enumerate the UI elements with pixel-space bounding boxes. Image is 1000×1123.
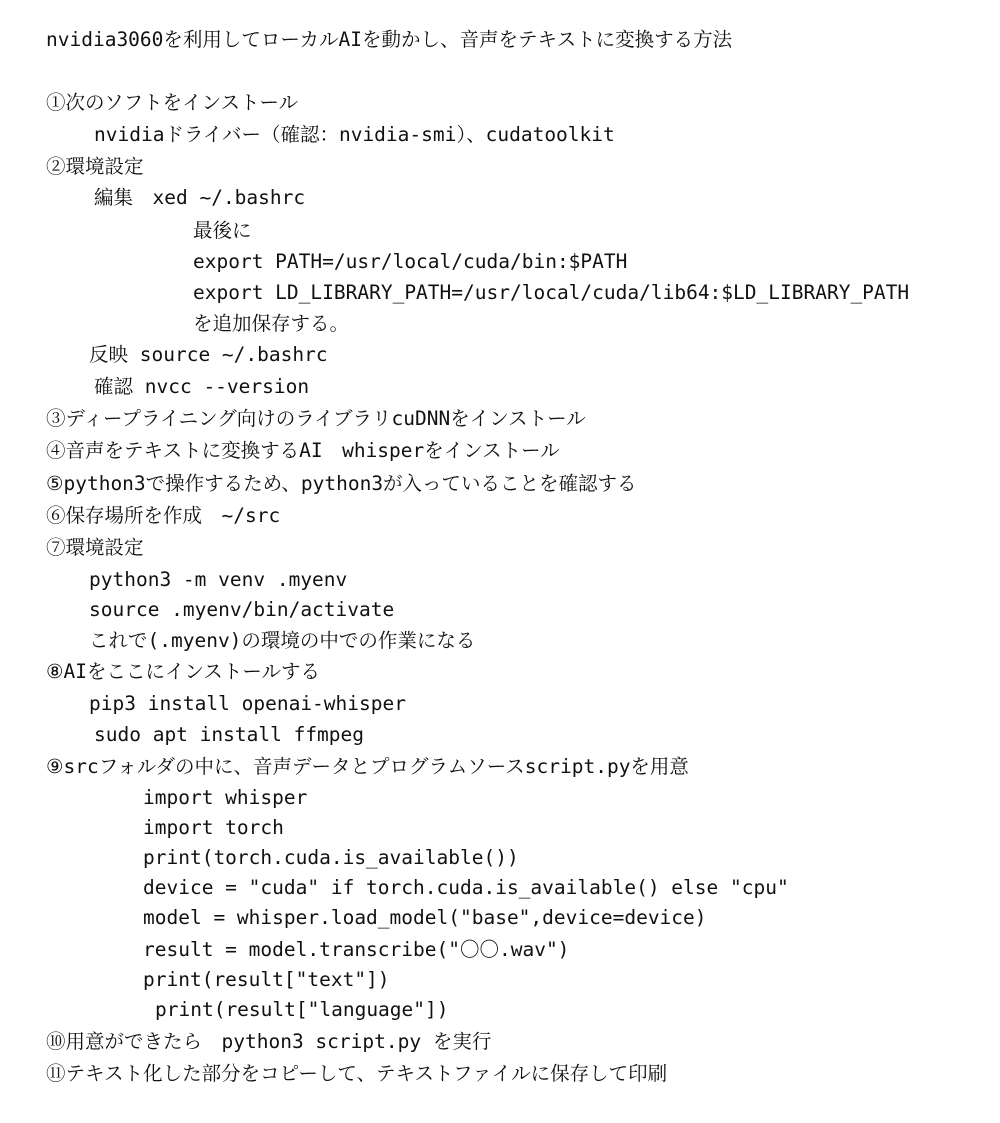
step-2-apply-line: 反映 source ~/.bashrc — [89, 343, 328, 366]
step-3-heading: ③ディープライニング向けのライブラリcuDNNをインストール — [46, 407, 586, 430]
step-7-venv-cmd: python3 -m venv .myenv — [89, 568, 348, 591]
step-8-apt-cmd: sudo apt install ffmpeg — [94, 723, 365, 746]
step-7-heading: ⑦環境設定 — [46, 536, 144, 559]
document-title: nvidia3060を利用してローカルAIを動かし、音声をテキストに変換する方法 — [46, 28, 733, 51]
step-1-heading: ①次のソフトをインストール — [46, 91, 299, 114]
step-11-heading: ⑪テキスト化した部分をコピーして、テキストファイルに保存して印刷 — [46, 1062, 668, 1085]
code-line-3: print(torch.cuda.is_available()) — [143, 846, 519, 869]
step-10-heading: ⑩用意ができたら python3 script.py を実行 — [46, 1030, 492, 1053]
code-line-4: device = "cuda" if torch.cuda.is_available() else "cpu" — [143, 876, 789, 899]
step-2-verify-line: 確認 nvcc --version — [94, 375, 310, 398]
code-line-7: print(result["text"]) — [143, 968, 390, 991]
step-7-note: これで(.myenv)の環境の中での作業になる — [89, 629, 476, 652]
step-4-heading: ④音声をテキストに変換するAI whisperをインストール — [46, 439, 560, 462]
code-line-5: model = whisper.load_model("base",device=device) — [143, 906, 707, 929]
step-5-heading: ⑤python3で操作するため、python3が入っていることを確認する — [46, 472, 637, 495]
code-line-2: import torch — [143, 816, 284, 839]
step-2-note-last: 最後に — [193, 219, 252, 242]
step-6-heading: ⑥保存場所を作成 ~/src — [46, 504, 281, 527]
step-1-detail: nvidiaドライバー（確認：nvidia-smi）、cudatoolkit — [94, 123, 615, 146]
step-8-pip-cmd: pip3 install openai-whisper — [89, 692, 406, 715]
code-line-6: result = model.transcribe("〇〇.wav") — [143, 938, 570, 961]
step-2-export-path: export PATH=/usr/local/cuda/bin:$PATH — [193, 250, 628, 273]
step-2-heading: ②環境設定 — [46, 155, 144, 178]
code-line-1: import whisper — [143, 786, 308, 809]
code-line-8: print(result["language"]) — [155, 998, 449, 1021]
step-2-edit-line: 編集 xed ~/.bashrc — [94, 186, 306, 209]
step-2-save-note: を追加保存する。 — [193, 312, 350, 335]
step-8-heading: ⑧AIをここにインストールする — [46, 660, 320, 683]
step-2-export-ld-path: export LD_LIBRARY_PATH=/usr/local/cuda/lib64:$LD_LIBRARY_PATH — [193, 281, 910, 304]
step-7-activate-cmd: source .myenv/bin/activate — [89, 598, 395, 621]
step-9-heading: ⑨srcフォルダの中に、音声データとプログラムソースscript.pyを用意 — [46, 755, 689, 778]
